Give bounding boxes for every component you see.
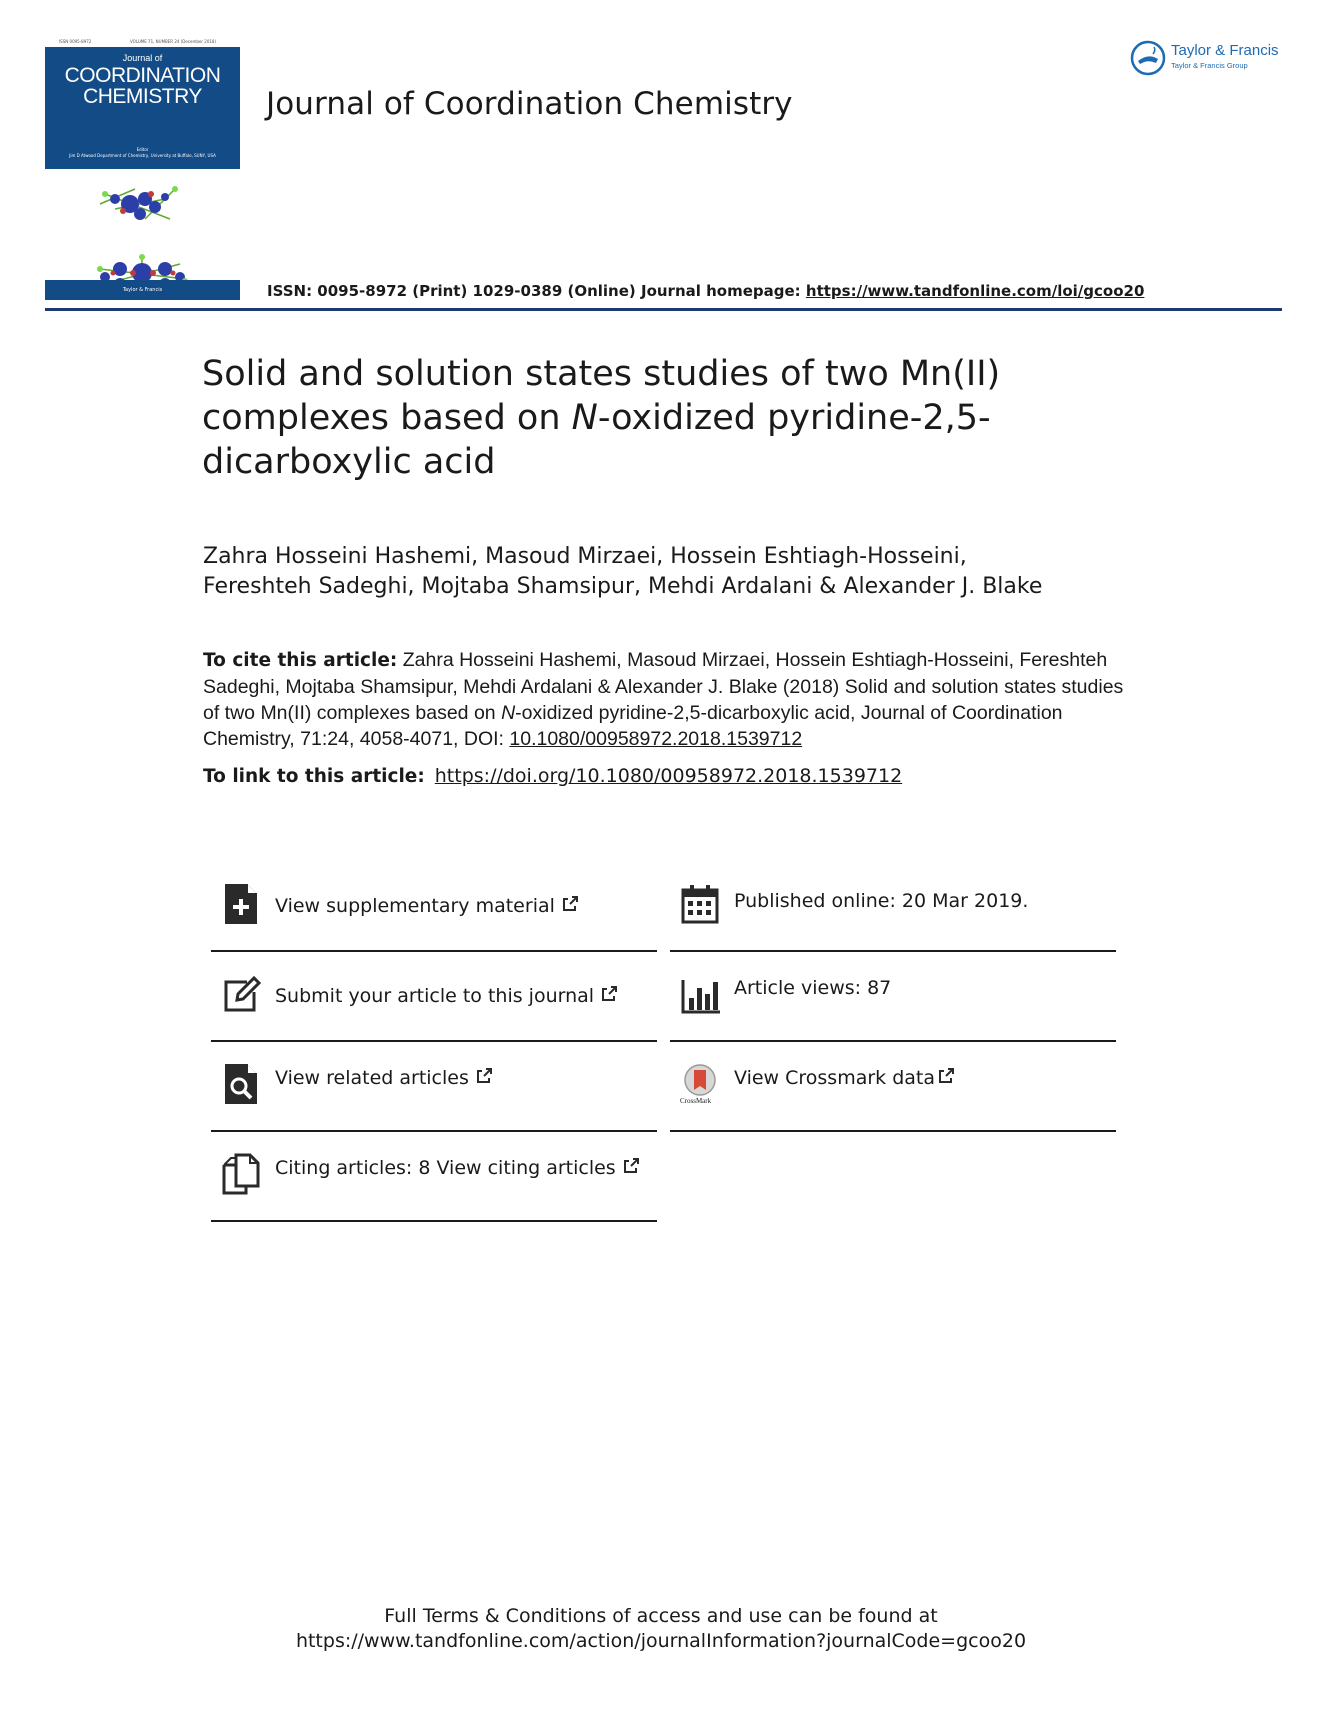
citation-block — [203, 647, 1143, 752]
cite-doi-link[interactable]: 10.1080/00958972.2018.1539712 — [509, 728, 803, 750]
cover-publisher-strip: Taylor & Francis — [45, 280, 240, 300]
published-online-info — [670, 862, 1116, 952]
cover-journal-of: Journal of — [122, 53, 163, 63]
cover-volume: VOLUME 71, NUMBER 24 (December 2018) — [130, 39, 217, 44]
bar-chart-icon — [680, 972, 720, 1016]
article-title-italic: N — [571, 398, 598, 438]
citing-text: Citing articles: 8 View citing articles — [275, 1157, 616, 1179]
external-link-icon — [561, 895, 579, 913]
link-label: To link to this article: — [203, 766, 425, 787]
cite-text-part1: Zahra Hosseini Hashemi, Masoud Mirzaei, Hossein Eshtiagh-Hosseini, Fereshteh Sadeghi, Mojtaba Shamsipur, Mehdi Ardalani & Alexander J. Blake (2018) Solid and solution states studies of two Mn(II) complexes based on — [203, 649, 1124, 724]
supplementary-label — [275, 895, 579, 917]
related-text: View related articles — [275, 1067, 469, 1089]
related-label — [275, 1067, 493, 1089]
copy-documents-icon — [221, 1152, 261, 1196]
submit-label — [275, 985, 618, 1007]
authors-line1: Zahra Hosseini Hashemi, Masoud Mirzaei, Hossein Eshtiagh-Hosseini, — [203, 544, 967, 569]
crossmark-text: View Crossmark data — [734, 1067, 936, 1089]
cite-label: To cite this article: — [203, 650, 398, 671]
external-link-icon — [937, 1067, 955, 1085]
footer-terms-link[interactable]: https://www.tandfonline.com/action/journalInformation?journalCode=gcoo20 — [295, 1630, 1027, 1652]
article-title-part1: Solid and solution states studies of two Mn(II) complexes based on — [202, 354, 1001, 438]
cover-title — [45, 65, 240, 107]
issn-text: ISSN: 0095-8972 (Print) 1029-0389 (Online) Journal homepage: — [267, 282, 806, 300]
cover-title-band — [45, 47, 240, 143]
supplementary-text: View supplementary material — [275, 895, 555, 917]
crossmark-link[interactable] — [670, 1042, 1116, 1132]
article-title-part2: -oxidized pyridine-2,5-dicarboxylic acid — [202, 398, 991, 482]
article-doi-link[interactable]: https://doi.org/10.1080/00958972.2018.1539712 — [434, 765, 903, 787]
cover-title-line2: CHEMISTRY — [83, 85, 202, 108]
publisher-group: Taylor & Francis Group — [1171, 61, 1248, 70]
terms-footer — [0, 1604, 1322, 1654]
article-views-text: Article views: 87 — [734, 977, 892, 999]
cover-editor — [45, 143, 240, 169]
external-link-icon — [475, 1067, 493, 1085]
submit-article-link[interactable] — [211, 952, 657, 1042]
cover-editor-label: Editor — [136, 147, 149, 152]
journal-homepage-link[interactable]: https://www.tandfonline.com/loi/gcoo20 — [805, 282, 1145, 300]
cover-top-line — [45, 37, 240, 47]
article-link-line — [203, 765, 902, 787]
external-link-icon — [600, 985, 618, 1003]
supplementary-material-link[interactable] — [211, 862, 657, 952]
calendar-icon — [680, 882, 720, 926]
taylor-francis-logo[interactable] — [1129, 39, 1289, 79]
author-list — [203, 542, 1203, 602]
edit-icon — [221, 972, 261, 1016]
crossmark-label — [734, 1067, 955, 1089]
cell-divider — [670, 1130, 1116, 1132]
publisher-name: Taylor & Francis — [1171, 42, 1279, 59]
related-articles-link[interactable] — [211, 1042, 657, 1132]
published-online-text: Published online: 20 Mar 2019. — [734, 890, 1029, 912]
crossmark-logo-text: CrossMark — [680, 1097, 712, 1105]
journal-title: Journal of Coordination Chemistry — [266, 86, 793, 122]
taylor-francis-lamp-icon — [1129, 39, 1167, 77]
cell-divider — [211, 1220, 657, 1222]
cite-text-part2: -oxidized pyridine-2,5-dicarboxylic acid, Journal of Coordination Chemistry, 71:24, 4058-4071, DOI: — [203, 702, 1063, 750]
cite-italic: N — [501, 702, 516, 724]
file-plus-icon — [221, 882, 261, 926]
submit-text: Submit your article to this journal — [275, 985, 595, 1007]
footer-line1: Full Terms & Conditions of access and use can be found at — [384, 1605, 938, 1627]
issn-line — [267, 282, 1144, 300]
article-views-info — [670, 952, 1116, 1042]
cover-title-line1: COORDINATION — [64, 64, 221, 87]
authors-line2: Fereshteh Sadeghi, Mojtaba Shamsipur, Mehdi Ardalani & Alexander J. Blake — [203, 574, 1043, 599]
citing-label — [275, 1157, 640, 1179]
article-title — [202, 352, 1152, 484]
citing-articles-link[interactable] — [211, 1132, 657, 1222]
cover-editor-name: Jim D Atwood Department of Chemistry, University at Buffalo, SUNY, USA — [69, 153, 216, 158]
search-document-icon — [221, 1062, 261, 1106]
header-divider — [45, 308, 1282, 311]
cover-issn: ISSN 0095-8972 — [59, 39, 92, 44]
journal-cover-image — [45, 37, 240, 300]
external-link-icon — [622, 1157, 640, 1175]
